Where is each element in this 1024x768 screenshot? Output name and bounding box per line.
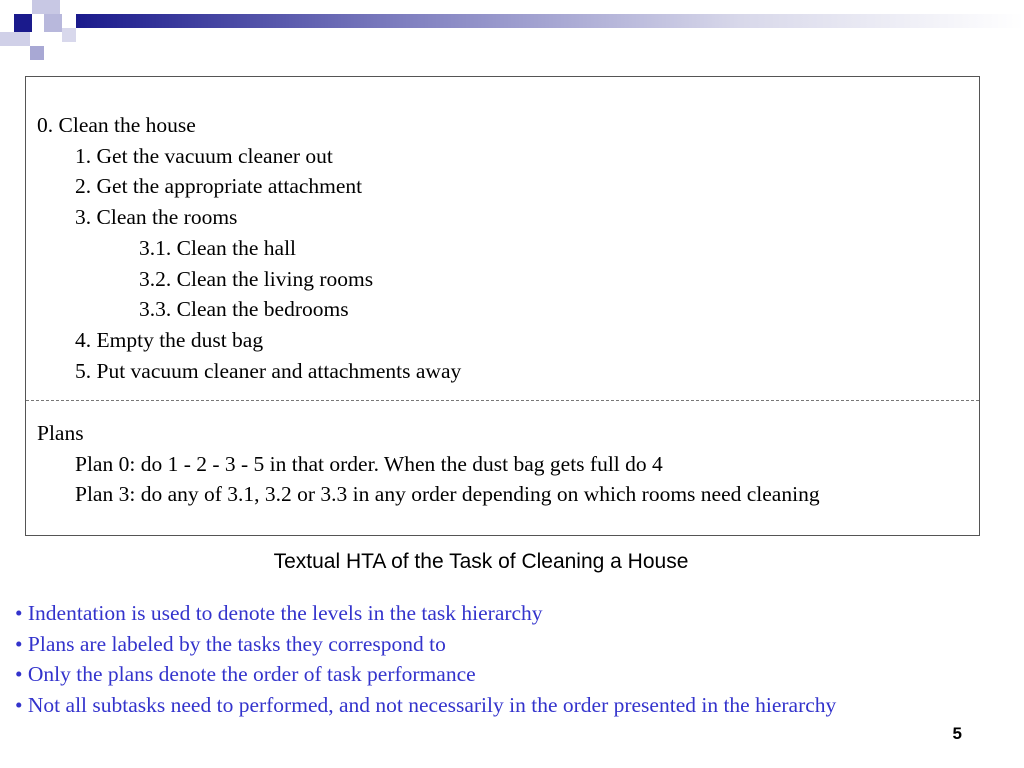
task-item: 5. Put vacuum cleaner and attachments away (75, 358, 462, 383)
deco-square-light (0, 32, 30, 46)
bullet-item: • Only the plans denote the order of task performance (15, 662, 476, 687)
page-number: 5 (952, 724, 962, 743)
bullet-item: • Not all subtasks need to performed, and not necessarily in the order presented in the hierarchy (15, 693, 837, 718)
figure-caption: Textual HTA of the Task of Cleaning a House (273, 550, 689, 573)
plans-section (37, 418, 820, 510)
deco-square-dark (14, 14, 32, 32)
plans-heading: Plans (37, 421, 84, 445)
task-item: 0. Clean the house (37, 113, 196, 137)
subtask-item: 3.3. Clean the bedrooms (139, 297, 349, 322)
deco-square-mid (30, 46, 44, 60)
deco-square-light (44, 14, 62, 32)
deco-square-light (62, 28, 76, 42)
bullet-item: • Indentation is used to denote the levels in the task hierarchy (15, 601, 543, 625)
task-item: 3. Clean the rooms (75, 205, 238, 230)
subtask-item: 3.1. Clean the hall (139, 235, 297, 260)
plan-item: Plan 3: do any of 3.1, 3.2 or 3.3 in any order depending on which rooms need cleaning (75, 482, 820, 507)
bullet-item: • Plans are labeled by the tasks they correspond to (15, 631, 446, 656)
deco-gradient-bar (76, 14, 1024, 28)
subtask-item: 3.2. Clean the living rooms (139, 266, 374, 291)
task-item: 1. Get the vacuum cleaner out (75, 143, 333, 168)
hta-box (25, 76, 980, 536)
task-hierarchy-list (37, 110, 461, 386)
section-divider (26, 400, 979, 401)
slide-decoration (0, 0, 1024, 64)
deco-square-light (32, 0, 60, 14)
task-item: 2. Get the appropriate attachment (75, 174, 363, 199)
bullet-list (15, 598, 836, 721)
plan-item: Plan 0: do 1 - 2 - 3 - 5 in that order. When the dust bag gets full do 4 (75, 451, 663, 476)
task-item: 4. Empty the dust bag (75, 327, 264, 352)
